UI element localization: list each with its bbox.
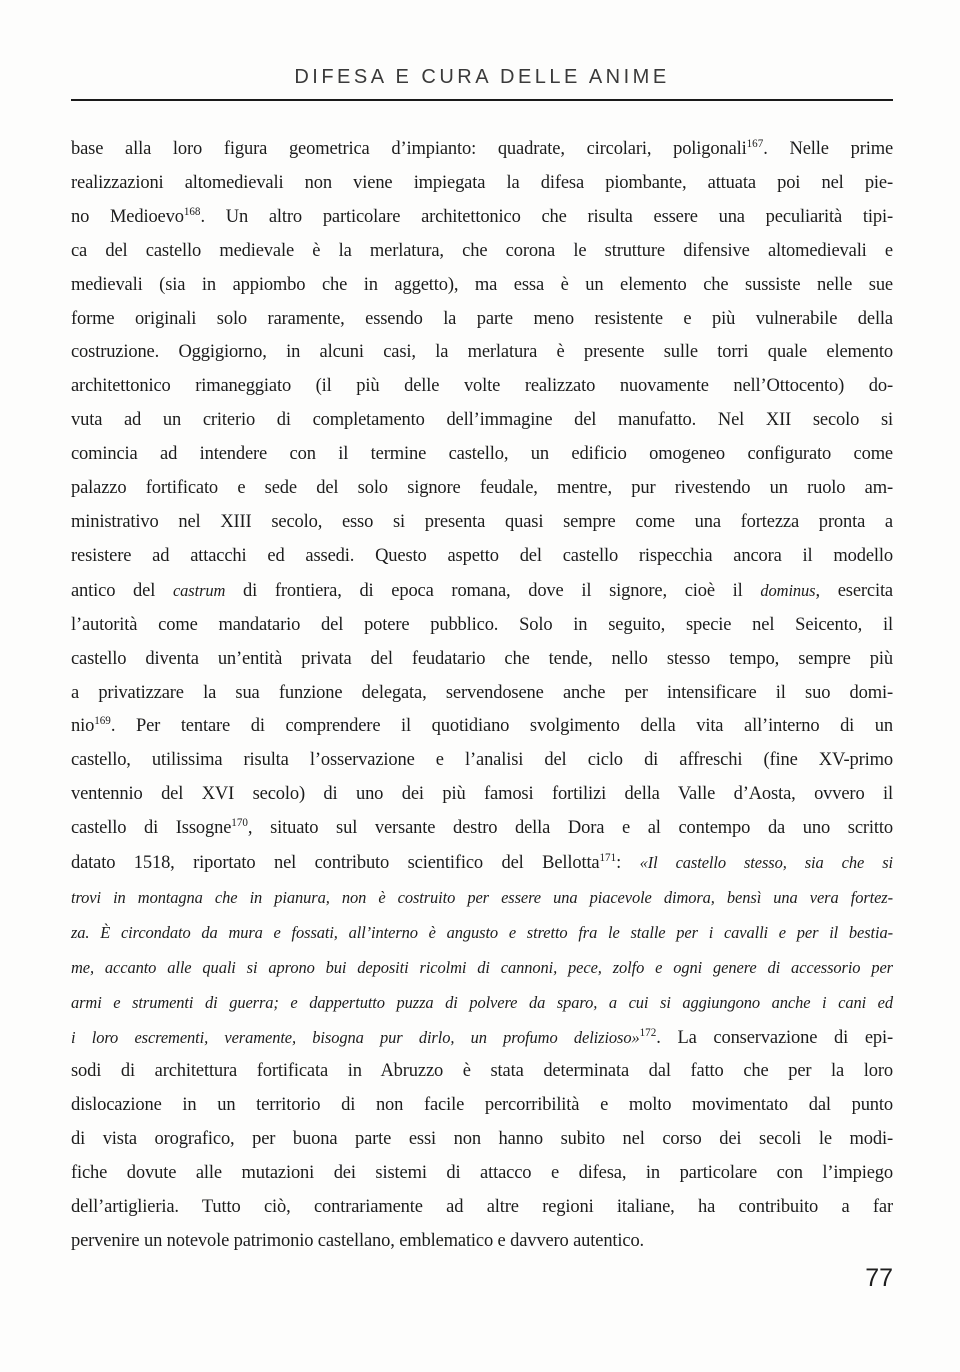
text-line [71, 1225, 893, 1259]
text-run: no Medioevo [71, 206, 184, 227]
text-run: sodi di architettura fortificata in Abruzzo è stata determinata dal fatto che per la loro [71, 1061, 893, 1082]
text-line [71, 916, 893, 951]
text-run: dell’artiglieria. Tutto ciò, contrariamente ad altre regioni italiane, ha contribuito a far [71, 1197, 893, 1218]
page-body [71, 133, 893, 1259]
text-line [71, 1123, 893, 1157]
text-line [71, 1055, 893, 1089]
text-line [71, 472, 893, 506]
text-run: architettonico rimaneggiato (il più delle volte realizzato nuovamente nell’Ottocento) do- [71, 376, 893, 397]
text-line [71, 133, 893, 167]
text-run: nio [71, 716, 95, 737]
text-line [71, 609, 893, 643]
text-line [71, 951, 893, 986]
italic-quote-run: za. È circondato da mura e fossati, all’interno è angusto e stretto fra le stalle per i cavalli e per il bestia- [71, 922, 893, 942]
text-run: . Nelle prime [763, 139, 894, 159]
text-run: forme originali solo raramente, essendo la parte meno resistente e più vulnerabile della [71, 308, 893, 329]
text-run: realizzazioni altomedievali non viene impiegata la difesa piombante, attuata poi nel pie- [71, 172, 893, 193]
text-run: ventennio del XVI secolo) di uno dei più famosi fortilizi della Valle d’Aosta, ovvero il [71, 784, 893, 805]
text-run: medievali (sia in appiombo che in aggetto), ma essa è un elemento che sussiste nelle sue [71, 274, 893, 295]
text-run: ministrativo nel XIII secolo, esso si presenta quasi sempre come una fortezza pronta a [71, 511, 893, 532]
italic-quote-run: trovi in montagna che in pianura, non è costruito per essere una piacevole dimora, bensì una vera fortez- [71, 887, 893, 907]
text-line [71, 201, 893, 235]
text-run: fiche dovute alle mutazioni dei sistemi di attacco e difesa, in particolare con l’impiego [71, 1163, 893, 1184]
footnote-ref: 169 [94, 715, 111, 728]
text-line [71, 540, 893, 574]
text-line [71, 336, 893, 370]
footnote-ref: 168 [183, 205, 201, 218]
text-line [71, 812, 893, 846]
text-run: castello, utilissima risulta l’osservazione e l’analisi del ciclo di affreschi (fine XV-primo [71, 750, 893, 771]
footnote-ref: 170 [231, 816, 248, 829]
text-line [71, 235, 893, 269]
footnote-ref: 167 [746, 137, 764, 150]
text-run: dislocazione in un territorio di non facile percorribilità e molto movimentato dal punto [71, 1095, 893, 1116]
text-run: base alla loro figura geometrica d’impianto: quadrate, circolari, poligonali [71, 139, 747, 159]
text-line [71, 370, 893, 404]
text-line [71, 846, 893, 881]
text-run: comincia ad intendere con il termine castello, un edificio omogeneo configurato come [71, 444, 893, 465]
text-line [71, 677, 893, 711]
text-run: . Per tentare di comprendere il quotidiano svolgimento della vita all’interno di un [110, 716, 893, 737]
italic-quote-run: castrum [172, 580, 226, 600]
page-number: 77 [865, 1264, 893, 1292]
footnote-ref: 172 [639, 1026, 657, 1039]
text-run: di vista orografico, per buona parte essi non hanno subito nel corso dei secoli le modi- [71, 1129, 893, 1150]
text-line [71, 438, 893, 472]
text-run: costruzione. Oggigiorno, in alcuni casi, la merlatura è presente sulle torri quale elemento [71, 342, 893, 363]
text-run: , esercita [815, 580, 893, 601]
text-line [71, 1021, 893, 1056]
text-run: datato 1518, riportato nel contributo scientifico del Bellotta [71, 853, 600, 874]
text-line [71, 303, 893, 337]
text-run: vuta ad un criterio di completamento dell’immagine del manufatto. Nel XII secolo si [71, 410, 893, 431]
text-line [71, 574, 893, 609]
text-line [71, 986, 893, 1021]
text-line [71, 744, 893, 778]
text-line [71, 269, 893, 303]
text-run: l’autorità come mandatario del potere pubblico. Solo in seguito, specie nel Seicento, il [71, 614, 893, 635]
text-run: , situato sul versante destro della Dora e al contempo da uno scritto [247, 818, 893, 839]
text-line [71, 506, 893, 540]
text-line [71, 643, 893, 677]
text-line [71, 1191, 893, 1225]
italic-quote-run: i loro escrementi, veramente, bisogna pur dirlo, un profumo delizioso» [71, 1027, 640, 1047]
text-run: di frontiera, di epoca romana, dove il signore, cioè il [225, 580, 761, 601]
text-run: ca del castello medievale è la merlatura, che corona le strutture difensive altomedievali e [71, 240, 893, 261]
text-run: pervenire un notevole patrimonio castellano, emblematico e davvero autentico. [71, 1231, 645, 1251]
text-line [71, 881, 893, 916]
footnote-ref: 171 [599, 851, 617, 864]
text-line [71, 778, 893, 812]
text-run: : [616, 853, 640, 874]
text-run: castello diventa un’entità privata del feudatario che tende, nello stesso tempo, sempre più [71, 648, 893, 669]
header-rule [71, 99, 893, 101]
italic-quote-run: «Il castello stesso, sia che si [639, 853, 893, 873]
running-header: DIFESA E CURA DELLE ANIME [294, 66, 670, 88]
text-run: resistere ad attacchi ed assedi. Questo aspetto del castello rispecchia ancora il modello [71, 545, 893, 566]
text-run: antico del [71, 580, 173, 601]
text-run: castello di Issogne [71, 818, 232, 839]
italic-quote-run: dominus [760, 580, 816, 600]
text-line [71, 167, 893, 201]
italic-quote-run: armi e strumenti di guerra; e dappertutto puzza di polvere da sparo, a cui si aggiungono anche i cani ed [71, 992, 893, 1012]
text-line [71, 710, 893, 744]
text-run: a privatizzare la sua funzione delegata, servendosene anche per intensificare il suo domi- [71, 682, 893, 703]
text-run: palazzo fortificato e sede del solo signore feudale, mentre, pur rivestendo un ruolo am- [71, 478, 893, 499]
text-line [71, 1157, 893, 1191]
italic-quote-run: me, accanto alle quali si aprono bui depositi ricolmi di cannoni, pece, zolfo e ogni genere di accessorio per [71, 957, 893, 977]
text-run: . La conservazione di epi- [656, 1027, 894, 1048]
text-line [71, 1089, 893, 1123]
text-line [71, 404, 893, 438]
text-run: . Un altro particolare architettonico che risulta essere una peculiarità tipi- [200, 206, 893, 227]
